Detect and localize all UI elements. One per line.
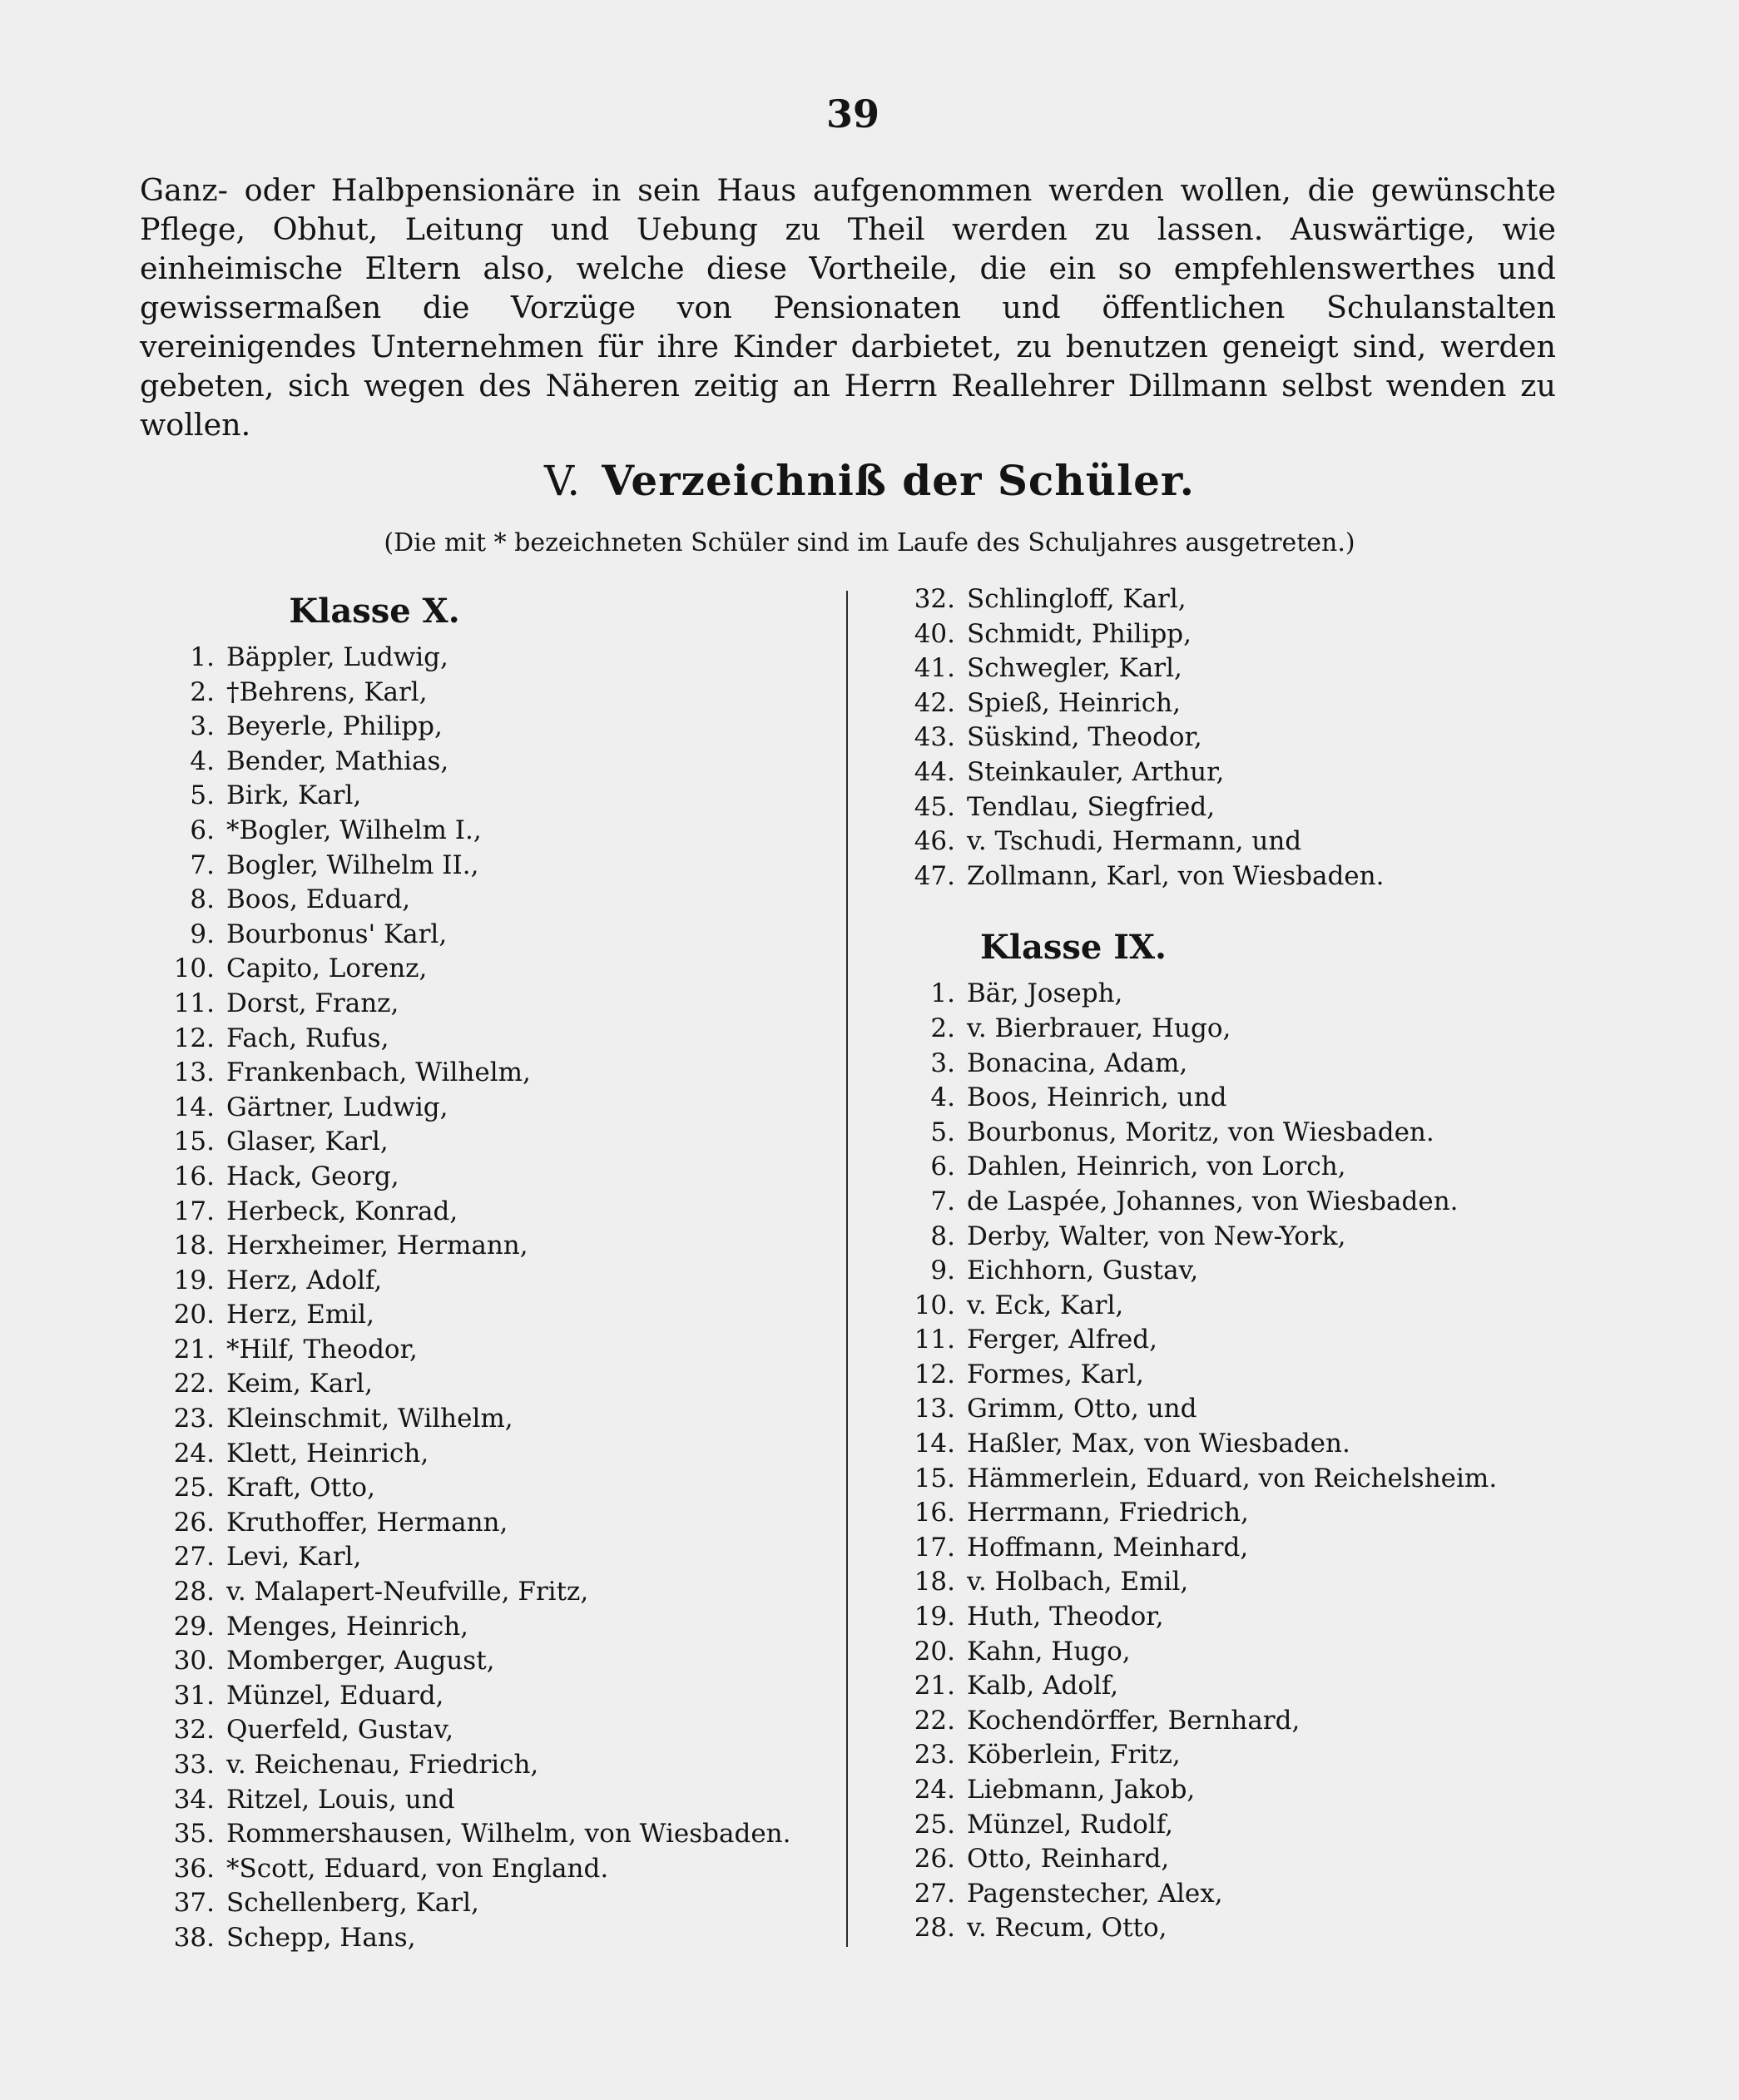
student-number: 19. (173, 1265, 215, 1295)
student-number: 5. (930, 1117, 955, 1147)
list-item (857, 1116, 1573, 1151)
student-number: 27. (914, 1878, 955, 1909)
student-number: 44. (914, 756, 955, 787)
student-name: Kahn, Hugo, (967, 1636, 1131, 1667)
list-item (125, 1471, 840, 1506)
student-name: Münzel, Eduard, (226, 1680, 444, 1711)
student-number: 36. (173, 1853, 215, 1884)
student-name: Hoffmann, Meinhard, (967, 1532, 1249, 1563)
list-item (857, 1220, 1573, 1255)
student-number: 29. (173, 1611, 215, 1642)
list-item (857, 1289, 1573, 1324)
student-number: 38. (173, 1922, 215, 1953)
list-item (857, 1081, 1573, 1116)
student-number: 1. (190, 642, 215, 672)
student-name: Dorst, Franz, (226, 988, 399, 1018)
student-number: 17. (173, 1196, 215, 1226)
list-item (125, 1229, 840, 1264)
student-number: 20. (914, 1636, 955, 1667)
student-number: 30. (173, 1646, 215, 1677)
list-item (125, 1402, 840, 1437)
student-number: 46. (914, 826, 955, 857)
list-item (857, 790, 1573, 825)
student-name: Herbeck, Konrad, (226, 1196, 458, 1226)
student-number: 18. (914, 1567, 955, 1597)
list-item (857, 1496, 1573, 1531)
student-number: 32. (914, 584, 955, 614)
student-number: 37. (173, 1888, 215, 1919)
student-number: 15. (173, 1127, 215, 1157)
student-name: Bogler, Wilhelm II., (226, 849, 479, 880)
student-name: *Hilf, Theodor, (226, 1334, 418, 1365)
student-number: 16. (914, 1498, 955, 1528)
student-name: Schellenberg, Karl, (226, 1888, 479, 1919)
student-name: Köberlein, Fritz, (967, 1740, 1181, 1771)
student-number: 2. (190, 676, 215, 707)
student-name: Rommershausen, Wilhelm, von Wiesbaden. (226, 1819, 791, 1850)
student-name: Kraft, Otto, (226, 1473, 375, 1503)
student-number: 26. (173, 1507, 215, 1538)
list-item (125, 1333, 840, 1368)
student-number: 5. (190, 780, 215, 811)
list-item (857, 859, 1573, 894)
list-item (857, 1738, 1573, 1773)
student-name: Kalb, Adolf, (967, 1671, 1119, 1701)
student-name: Fach, Rufus, (226, 1023, 389, 1053)
student-number: 17. (914, 1532, 955, 1563)
list-item (857, 1669, 1573, 1704)
klasse-x-list-left (125, 641, 840, 1956)
list-item (125, 1852, 840, 1887)
student-name: Birk, Karl, (226, 780, 362, 811)
student-name: Spieß, Heinrich, (967, 687, 1181, 718)
klasse-x-heading: Klasse X. (289, 592, 460, 631)
student-name: v. Holbach, Emil, (967, 1567, 1189, 1597)
student-name: Frankenbach, Wilhelm, (226, 1057, 531, 1088)
student-number: 11. (914, 1325, 955, 1355)
student-number: 25. (173, 1473, 215, 1503)
list-item (125, 1644, 840, 1679)
list-item (125, 641, 840, 676)
student-name: Bourbonus, Moritz, von Wiesbaden. (967, 1117, 1434, 1147)
list-item (857, 1531, 1573, 1566)
intro-paragraph: Ganz- oder Halbpensionäre in sein Haus aufgenommen werden wollen, die gewünschte Pflege, Obhut, Leitung und Uebung zu Theil werden zu lassen. Auswärtige, wie einheimische Eltern also, welche diese Vortheile, die ein so empfehlenswerthes und gewissermaßen die Vorzüge von Pensionaten und öffentlichen Schulanstalten vereinigendes Unternehmen für ihre Kinder darbietet, zu benutzen geneigt sind, werden gebeten, sich wegen des Näheren zeitig an Herrn Reallehrer Dillmann selbst wenden zu wollen. (140, 172, 1556, 443)
list-item (125, 1091, 840, 1126)
student-number: 18. (173, 1231, 215, 1261)
list-item (857, 1254, 1573, 1289)
list-item (857, 825, 1573, 859)
list-item (125, 883, 840, 918)
student-name: Süskind, Theodor, (967, 722, 1202, 753)
list-item (857, 1877, 1573, 1912)
student-name: Hack, Georg, (226, 1161, 399, 1191)
list-item (857, 1808, 1573, 1843)
list-item (125, 849, 840, 884)
student-number: 41. (914, 653, 955, 684)
list-item (125, 1056, 840, 1091)
list-item (857, 1462, 1573, 1497)
student-number: 24. (173, 1438, 215, 1469)
student-name: Eichhorn, Gustav, (967, 1256, 1199, 1286)
list-item (125, 1783, 840, 1818)
student-number: 21. (173, 1334, 215, 1365)
student-name: Formes, Karl, (967, 1359, 1144, 1389)
student-name: v. Recum, Otto, (967, 1913, 1167, 1944)
student-name: v. Bierbrauer, Hugo, (967, 1013, 1231, 1043)
student-name: Herz, Emil, (226, 1300, 374, 1330)
student-number: 22. (914, 1705, 955, 1736)
student-number: 25. (914, 1809, 955, 1840)
student-name: Bär, Joseph, (967, 978, 1123, 1009)
list-item (125, 1817, 840, 1852)
student-number: 13. (914, 1394, 955, 1424)
list-item (857, 1150, 1573, 1185)
student-name: Querfeld, Gustav, (226, 1715, 454, 1746)
list-item (857, 1047, 1573, 1082)
student-number: 45. (914, 791, 955, 822)
list-item (125, 710, 840, 745)
student-number: 3. (930, 1048, 955, 1078)
list-item (125, 1679, 840, 1714)
student-name: Herz, Adolf, (226, 1265, 383, 1295)
list-item (857, 1635, 1573, 1670)
student-name: Tendlau, Siegfried, (967, 791, 1216, 822)
student-name: *Scott, Eduard, von England. (226, 1853, 609, 1884)
list-item (857, 582, 1573, 617)
list-item (125, 1748, 840, 1783)
student-name: Momberger, August, (226, 1646, 495, 1677)
student-number: 14. (173, 1092, 215, 1122)
student-name: v. Malapert-Neufville, Fritz, (226, 1577, 589, 1607)
student-name: Liebmann, Jakob, (967, 1775, 1196, 1805)
student-name: Grimm, Otto, und (967, 1394, 1197, 1424)
list-item (857, 1392, 1573, 1427)
student-name: Schmidt, Philipp, (967, 618, 1192, 649)
student-number: 32. (173, 1715, 215, 1746)
list-item (125, 1886, 840, 1921)
list-item (857, 1185, 1573, 1220)
list-item (125, 745, 840, 780)
student-number: 8. (930, 1221, 955, 1251)
student-name: v. Reichenau, Friedrich, (226, 1750, 539, 1780)
list-item (857, 1323, 1573, 1358)
list-item (857, 617, 1573, 652)
student-number: 7. (930, 1186, 955, 1216)
student-number: 9. (930, 1256, 955, 1286)
student-number: 20. (173, 1300, 215, 1330)
student-name: Kruthoffer, Hermann, (226, 1507, 508, 1538)
list-item (857, 1565, 1573, 1600)
klasse-x-list-right (857, 582, 1573, 894)
list-item (125, 1575, 840, 1610)
list-item (125, 1610, 840, 1645)
list-item (125, 952, 840, 987)
page-number: 39 (825, 92, 879, 136)
student-number: 4. (930, 1082, 955, 1113)
student-name: Dahlen, Heinrich, von Lorch, (967, 1152, 1346, 1182)
list-item (125, 779, 840, 814)
student-name: Herrmann, Friedrich, (967, 1498, 1249, 1528)
student-number: 31. (173, 1680, 215, 1711)
list-item (125, 676, 840, 711)
list-item (125, 1264, 840, 1299)
student-number: 4. (190, 745, 215, 776)
student-number: 35. (173, 1819, 215, 1850)
student-name: Glaser, Karl, (226, 1127, 389, 1157)
student-number: 10. (914, 1290, 955, 1320)
student-name: Beyerle, Philipp, (226, 711, 443, 742)
student-number: 40. (914, 618, 955, 649)
student-number: 26. (914, 1844, 955, 1875)
list-item (857, 1704, 1573, 1739)
student-name: Boos, Eduard, (226, 884, 411, 915)
student-number: 42. (914, 687, 955, 718)
student-name: Ritzel, Louis, und (226, 1784, 455, 1815)
list-item (125, 1125, 840, 1160)
student-name: Boos, Heinrich, und (967, 1082, 1227, 1113)
student-number: 6. (930, 1152, 955, 1182)
student-name: Kleinschmit, Wilhelm, (226, 1404, 513, 1434)
column-divider (846, 591, 848, 1947)
student-number: 16. (173, 1161, 215, 1191)
student-number: 3. (190, 711, 215, 742)
list-item (857, 1773, 1573, 1808)
student-name: de Laspée, Johannes, von Wiesbaden. (967, 1186, 1459, 1216)
student-number: 47. (914, 860, 955, 891)
student-name: Bonacina, Adam, (967, 1048, 1188, 1078)
student-name: Schlingloff, Karl, (967, 584, 1187, 614)
student-number: 22. (173, 1369, 215, 1399)
student-name: Hämmerlein, Eduard, von Reichelsheim. (967, 1463, 1498, 1493)
student-name: Gärtner, Ludwig, (226, 1092, 448, 1122)
student-number: 23. (914, 1740, 955, 1771)
student-name: Bender, Mathias, (226, 745, 449, 776)
list-item (857, 686, 1573, 721)
student-name: Menges, Heinrich, (226, 1611, 469, 1642)
student-name: Kochendörffer, Bernhard, (967, 1705, 1301, 1736)
list-item (857, 1842, 1573, 1877)
student-name: *Bogler, Wilhelm I., (226, 815, 482, 845)
student-number: 13. (173, 1057, 215, 1088)
student-number: 9. (190, 919, 215, 949)
student-name: Steinkauler, Arthur, (967, 756, 1225, 787)
student-name: v. Eck, Karl, (967, 1290, 1124, 1320)
section-numeral: V. (543, 457, 581, 505)
student-name: †Behrens, Karl, (226, 676, 428, 707)
student-number: 12. (173, 1023, 215, 1053)
list-item (125, 918, 840, 953)
student-name: Zollmann, Karl, von Wiesbaden. (967, 860, 1385, 891)
student-name: Ferger, Alfred, (967, 1325, 1157, 1355)
student-name: Schwegler, Karl, (967, 653, 1182, 684)
student-number: 27. (173, 1542, 215, 1573)
list-item (125, 1367, 840, 1402)
student-number: 2. (930, 1013, 955, 1043)
list-item (857, 1358, 1573, 1393)
student-name: Herxheimer, Hermann, (226, 1231, 528, 1261)
list-item (857, 721, 1573, 755)
list-item (125, 814, 840, 849)
student-number: 6. (190, 815, 215, 845)
student-number: 34. (173, 1784, 215, 1815)
student-number: 8. (190, 884, 215, 915)
list-item (857, 1911, 1573, 1946)
student-name: Huth, Theodor, (967, 1602, 1164, 1632)
list-item (125, 1437, 840, 1472)
student-number: 24. (914, 1775, 955, 1805)
student-number: 33. (173, 1750, 215, 1780)
list-item (125, 1540, 840, 1575)
student-name: Capito, Lorenz, (226, 953, 428, 984)
list-item (125, 1160, 840, 1195)
student-name: Otto, Reinhard, (967, 1844, 1170, 1875)
student-number: 21. (914, 1671, 955, 1701)
section-note: (Die mit * bezeichneten Schüler sind im Laufe des Schuljahres ausgetreten.) (384, 528, 1355, 557)
student-number: 12. (914, 1359, 955, 1389)
student-number: 43. (914, 722, 955, 753)
section-title (0, 456, 1739, 505)
student-name: v. Tschudi, Hermann, und (967, 826, 1302, 857)
list-item (125, 1298, 840, 1333)
klasse-ix-list (857, 977, 1573, 1946)
list-item (125, 1713, 840, 1748)
student-number: 7. (190, 849, 215, 880)
student-number: 19. (914, 1602, 955, 1632)
list-item (125, 1921, 840, 1956)
student-number: 28. (173, 1577, 215, 1607)
list-item (857, 1427, 1573, 1462)
list-item (857, 755, 1573, 790)
student-name: Schepp, Hans, (226, 1922, 416, 1953)
left-column (125, 582, 840, 1956)
list-item (857, 1012, 1573, 1047)
student-name: Pagenstecher, Alex, (967, 1878, 1223, 1909)
student-name: Bäppler, Ludwig, (226, 642, 448, 672)
student-number: 11. (173, 988, 215, 1018)
student-name: Münzel, Rudolf, (967, 1809, 1173, 1840)
list-item (857, 1600, 1573, 1635)
student-number: 14. (914, 1429, 955, 1459)
list-item (857, 651, 1573, 686)
student-name: Derby, Walter, von New-York, (967, 1221, 1346, 1251)
student-number: 28. (914, 1913, 955, 1944)
student-number: 23. (173, 1404, 215, 1434)
student-name: Keim, Karl, (226, 1369, 373, 1399)
student-name: Haßler, Max, von Wiesbaden. (967, 1429, 1350, 1459)
list-item (857, 977, 1573, 1012)
list-item (125, 1022, 840, 1057)
section-title-text: Verzeichniß der Schüler. (602, 456, 1196, 505)
student-number: 15. (914, 1463, 955, 1493)
student-name: Klett, Heinrich, (226, 1438, 429, 1469)
student-name: Levi, Karl, (226, 1542, 362, 1573)
student-number: 1. (930, 978, 955, 1009)
right-column (857, 582, 1573, 1946)
klasse-ix-heading: Klasse IX. (980, 928, 1167, 968)
student-name: Bourbonus' Karl, (226, 919, 448, 949)
list-item (125, 987, 840, 1022)
list-item (125, 1195, 840, 1230)
list-item (125, 1506, 840, 1541)
student-number: 10. (173, 953, 215, 984)
